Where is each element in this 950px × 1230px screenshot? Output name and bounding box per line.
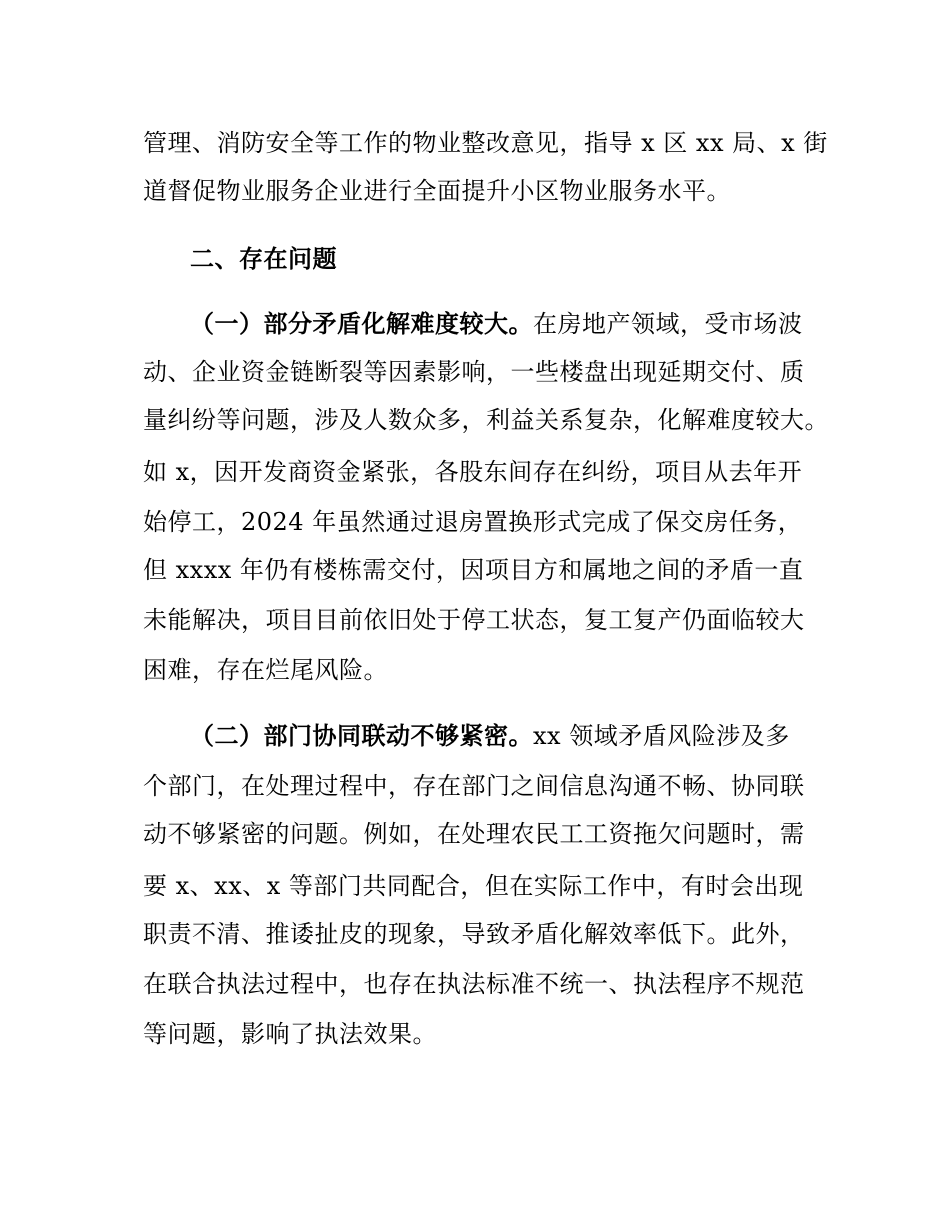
problem-2-line: 职责不清、推诿扯皮的现象，导致矛盾化解效率低下。此外， <box>143 920 805 948</box>
problem-2-first-line-rest: xx 领域矛盾风险涉及多 <box>533 722 790 750</box>
problem-1-line: 但 xxxx 年仍有楼栋需交付，因项目方和属地之间的矛盾一直 <box>143 556 804 584</box>
problem-1-line: 动、企业资金链断裂等因素影响，一些楼盘出现延期交付、质 <box>143 358 805 386</box>
problem-2-line: 要 x、xx、x 等部门共同配合，但在实际工作中，有时会出现 <box>143 872 804 900</box>
problem-2-line: 在联合执法过程中，也存在执法标准不统一、执法程序不规范 <box>143 970 805 998</box>
problem-1-line: 始停工，2024 年虽然通过退房置换形式完成了保交房任务， <box>143 508 803 536</box>
problem-1-first-line <box>190 308 803 340</box>
problem-1-line: 如 x，因开发商资金紧张，各股东间存在纠纷，项目从去年开 <box>143 458 803 486</box>
intro-line-1: 管理、消防安全等工作的物业整改意见，指导 x 区 xx 局、x 街 <box>143 129 828 157</box>
problem-1-title: （一）部分矛盾化解难度较大。 <box>190 310 533 338</box>
problem-1-line: 困难，存在烂尾风险。 <box>143 656 388 684</box>
problem-1-line: 量纠纷等问题，涉及人数众多，利益关系复杂，化解难度较大。 <box>143 406 829 434</box>
problem-1-line: 未能解决，项目目前依旧处于停工状态，复工复产仍面临较大 <box>143 606 805 634</box>
problem-2-line: 动不够紧密的问题。例如，在处理农民工工资拖欠问题时，需 <box>143 820 805 848</box>
problem-2-first-line <box>190 720 790 752</box>
problem-1-first-line-rest: 在房地产领域，受市场波 <box>533 310 803 338</box>
section-heading: 二、存在问题 <box>190 245 337 273</box>
problem-2-line: 等问题，影响了执法效果。 <box>143 1020 437 1048</box>
problem-2-title: （二）部门协同联动不够紧密。 <box>190 722 533 750</box>
problem-2-line: 个部门，在处理过程中，存在部门之间信息沟通不畅、协同联 <box>143 772 805 800</box>
intro-line-2: 道督促物业服务企业进行全面提升小区物业服务水平。 <box>143 177 731 205</box>
